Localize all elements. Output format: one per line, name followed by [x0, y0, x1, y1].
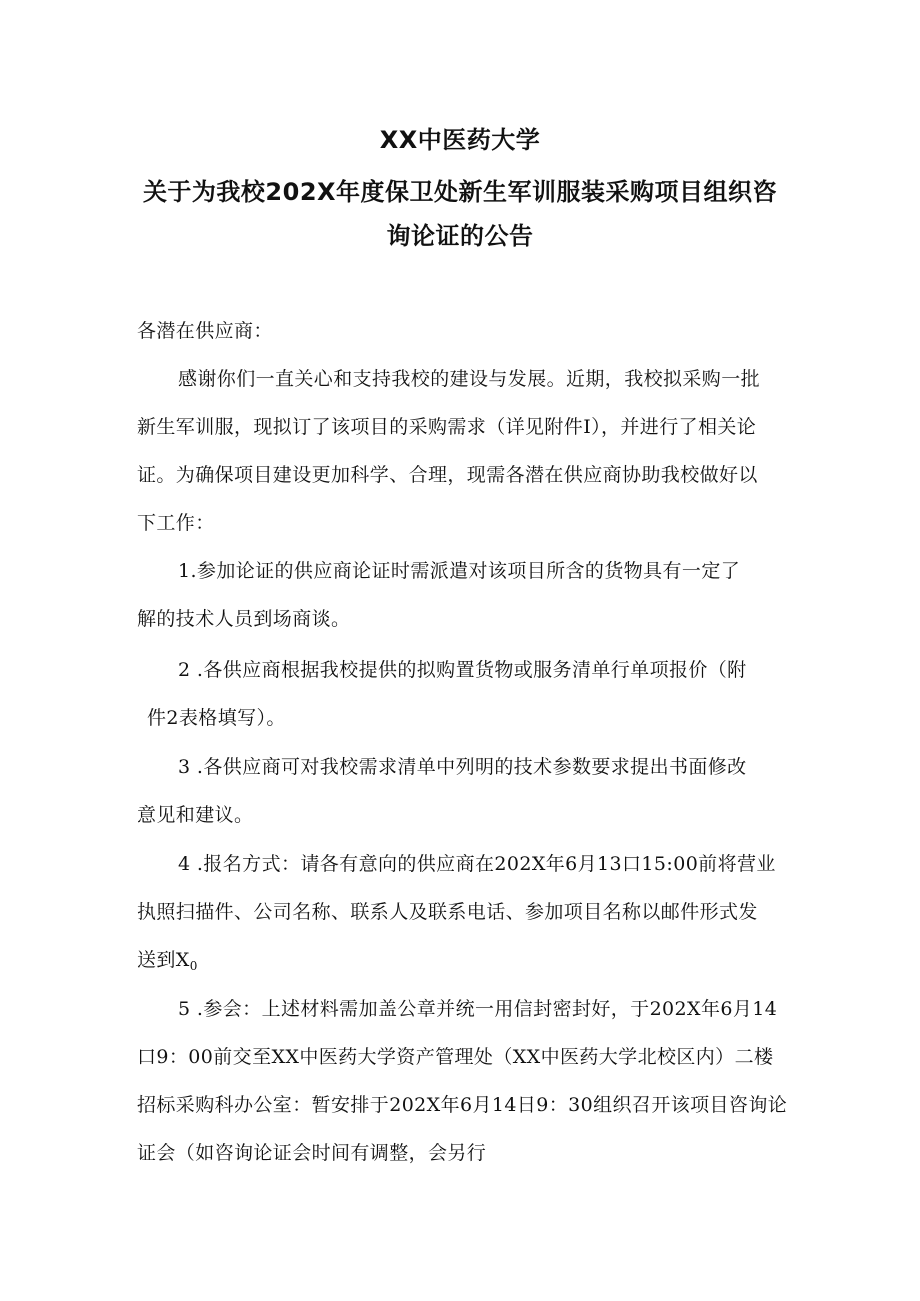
item5-line: 证会（如咨询论证会时间有调整，会另行 — [137, 1142, 487, 1164]
intro-line: 新生军训服，现拟订了该项目的采购需求（详见附件I），并进行了相关论 — [137, 416, 757, 438]
item2-line: 件2表格填写）。 — [147, 707, 286, 729]
item4-line: 执照扫描件、公司名称、联系人及联系电话、参加项目名称以邮件形式发 — [137, 901, 758, 923]
item3-line: 意见和建议。 — [137, 804, 254, 826]
item4-line — [137, 945, 198, 973]
intro-line: 感谢你们一直关心和支持我校的建设与发展。近期，我校拟采购一批 — [178, 368, 761, 390]
item5-line: 5 .参会：上述材料需加盖公章并统一用信封密封好，于202X年6月14 — [178, 998, 778, 1020]
item5-line: 招标采购科办公室：暂安排于202X年6月14日9：30组织召开该项目咨询论 — [137, 1094, 788, 1116]
item2-line: 2 .各供应商根据我校提供的拟购置货物或服务清单行单项报价（附 — [178, 659, 747, 681]
item5-line: 口9：00前交至XX中医药大学资产管理处（XX中医药大学北校区内）二楼 — [137, 1046, 774, 1068]
document-title-line3: 询论证的公告 — [386, 222, 534, 250]
intro-line: 下工作： — [137, 512, 215, 534]
document-title-line2: 关于为我校202X年度保卫处新生军训服装采购项目组织咨 — [142, 178, 778, 206]
item4-line: 4 .报名方式：请各有意向的供应商在202X年6月13口15:00前将营业 — [178, 853, 776, 875]
item4-subscript: 0 — [189, 959, 198, 973]
item1-line: 1.参加论证的供应商论证时需派遣对该项目所含的货物具有一定了 — [178, 560, 741, 582]
item3-line: 3 .各供应商可对我校需求清单中列明的技术参数要求提出书面修改 — [178, 756, 747, 778]
salutation: 各潜在供应商： — [137, 320, 273, 342]
item4-line-text: 送到X — [137, 949, 190, 971]
item1-line: 解的技术人员到场商谈。 — [137, 608, 351, 630]
document-title-line1: XX中医药大学 — [379, 126, 541, 154]
intro-line: 证。为确保项目建设更加科学、合理，现需各潜在供应商协助我校做好以 — [137, 464, 758, 486]
